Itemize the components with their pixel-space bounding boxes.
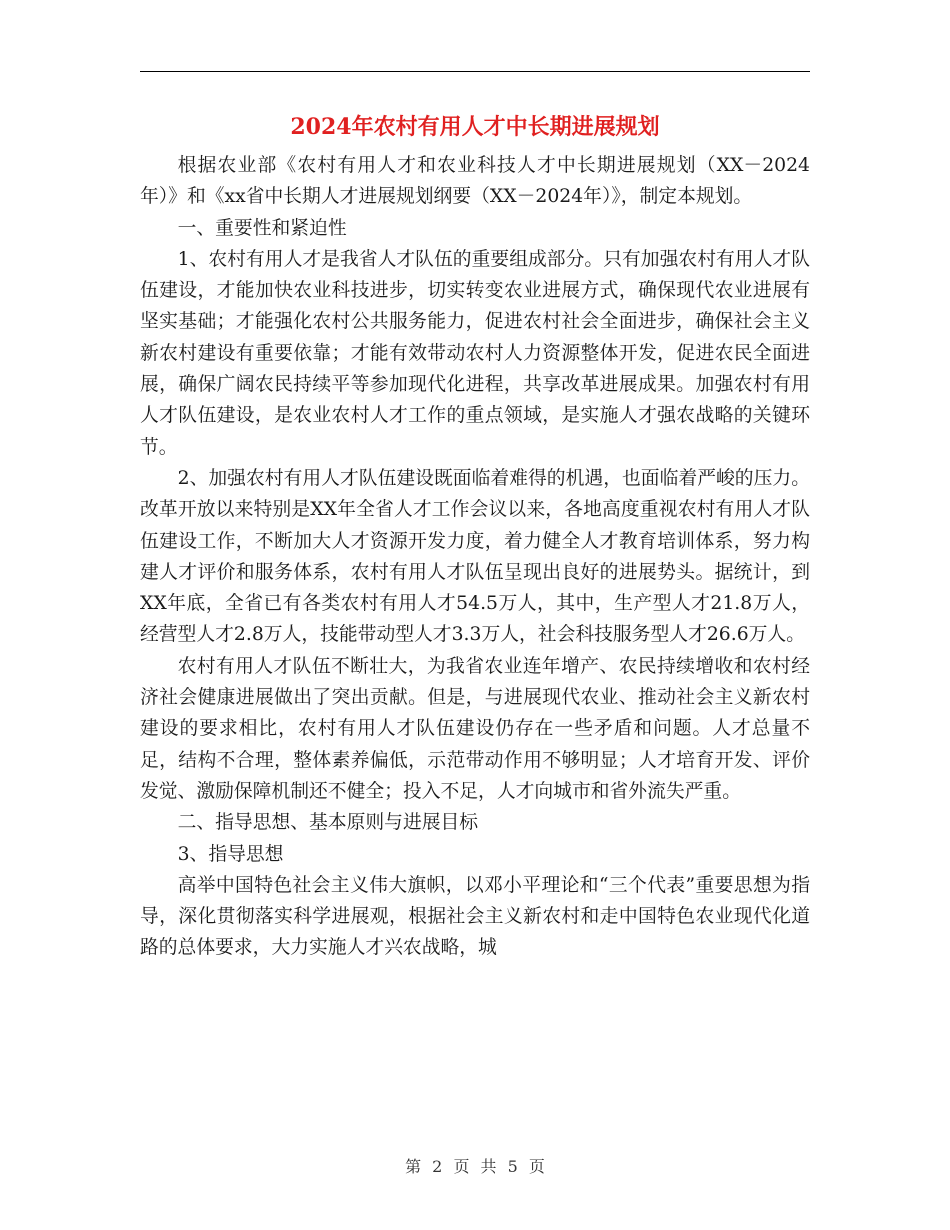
paragraph-4: 高举中国特色社会主义伟大旗帜，以邓小平理论和“三个代表”重要思想为指导，深化贯彻落实科学进展观，根据社会主义新农村和走中国特色农业现代化道路的总体要求，大力实施人才兴农战略，城	[140, 874, 810, 959]
paragraph-2: 2、加强农村有用人才队伍建设既面临着难得的机遇，也面临着严峻的压力。改革开放以来特别是XX年全省人才工作会议以来，各地高度重视农村有用人才队伍建设工作，不断加大人才资源开发力度，着力健全人才教育培训体系，努力构建人才评价和服务体系，农村有用人才队伍呈现出良好的进展势头。据统计，到XX年底，全省已有各类农村有用人才54.5万人，其中，生产型人才21.8万人，经营型人才2.8万人，技能带动型人才3.3万人，社会科技服务型人才26.6万人。	[140, 467, 810, 646]
subsection-heading-3: 3、指导思想	[177, 843, 284, 865]
paragraph-1: 1、农村有用人才是我省人才队伍的重要组成部分。只有加强农村有用人才队伍建设，才能加快农业科技进步，切实转变农业进展方式，确保现代农业进展有坚实基础；才能强化农村公共服务能力，促进农村社会全面进步，确保社会主义新农村建设有重要依靠；才能有效带动农村人力资源整体开发，促进农民全面进展，确保广阔农民持续平等参加现代化进程，共享改革进展成果。加强农村有用人才队伍建设，是农业农村人才工作的重点领域，是实施人才强农战略的关键环节。	[140, 248, 810, 458]
paragraph-3: 农村有用人才队伍不断壮大，为我省农业连年增产、农民持续增收和农村经济社会健康进展做出了突出贡献。但是，与进展现代农业、推动社会主义新农村建设的要求相比，农村有用人才队伍建设仍存在一些矛盾和问题。人才总量不足，结构不合理，整体素养偏低，示范带动作用不够明显；人才培育开发、评价发觉、激励保障机制还不健全；投入不足，人才向城市和省外流失严重。	[140, 655, 810, 802]
header-rule	[140, 71, 810, 72]
section-heading-1: 一、重要性和紧迫性	[177, 217, 347, 239]
page-number: 第 2 页 共 5 页	[405, 1157, 545, 1176]
section-heading-2: 二、指导思想、基本原则与进展目标	[177, 812, 479, 834]
paragraph-intro: 根据农业部《农村有用人才和农业科技人才中长期进展规划（XX－2024年）》和《xx省中长期人才进展规划纲要（XX－2024年）》，制定本规划。	[140, 155, 810, 208]
document-body	[140, 150, 810, 964]
document-title: 2024年农村有用人才中长期进展规划	[290, 114, 660, 140]
